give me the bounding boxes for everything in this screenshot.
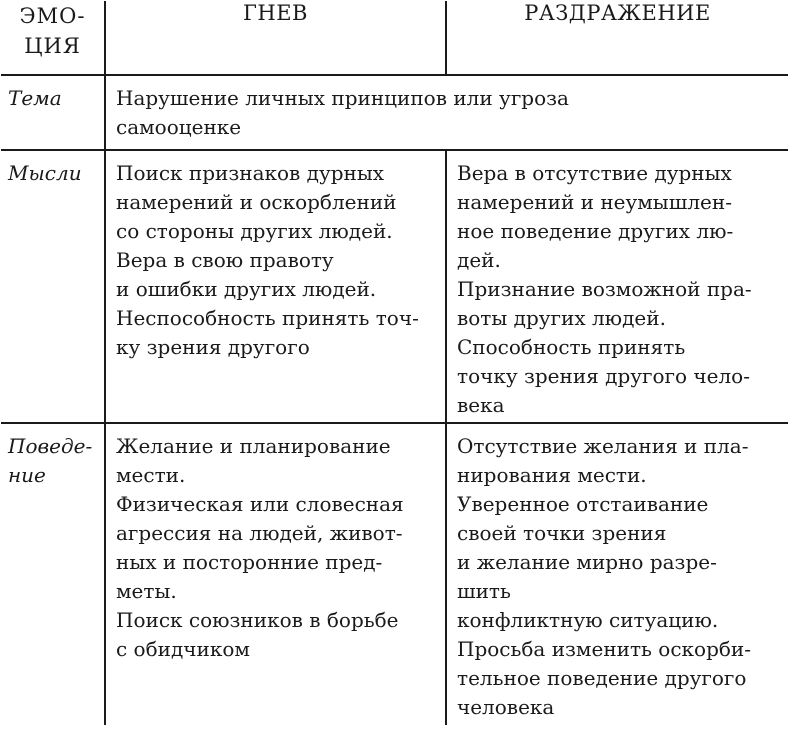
header-emotion-line: ЭМО-	[19, 4, 86, 28]
row-behavior	[1, 423, 788, 725]
row-label-thoughts	[1, 150, 105, 423]
row-label-line: Поведе-	[8, 434, 93, 458]
cell-line: нирования мести.	[457, 463, 647, 487]
header-irritation-cell: РАЗДРАЖЕНИЕ	[446, 1, 788, 75]
cell-line: Неспособность принять точ-	[116, 306, 419, 330]
cell-line: и желание мирно разре-	[457, 550, 717, 574]
cell-line: Уверенное отстаивание	[457, 492, 709, 516]
behavior-anger-cell	[105, 423, 446, 725]
cell-line: своей точки зрения	[457, 521, 667, 545]
cell-line: ку зрения другого	[116, 335, 310, 359]
cell-line: самооценке	[116, 115, 242, 139]
cell-line: шить	[457, 579, 511, 603]
thoughts-irritation-cell	[446, 150, 788, 423]
row-label-line: Тема	[8, 86, 62, 110]
cell-line: Поиск союзников в борьбе	[116, 608, 399, 632]
theme-merged-cell	[105, 75, 788, 150]
row-thoughts	[1, 150, 788, 423]
cell-line: века	[457, 393, 505, 417]
cell-line: меты.	[116, 579, 177, 603]
row-theme	[1, 75, 788, 150]
header-emotion-line: ЦИЯ	[24, 34, 81, 58]
cell-line: Вера в отсутствие дурных	[457, 161, 732, 185]
row-label-theme	[1, 75, 105, 150]
cell-line: Просьба изменить оскорби-	[457, 637, 752, 661]
cell-line: Признание возможной пра-	[457, 277, 752, 301]
cell-line: Нарушение личных принципов или угроза	[116, 86, 569, 110]
cell-line: Способность принять	[457, 335, 686, 359]
cell-line: и ошибки других людей.	[116, 277, 377, 301]
cell-line: конфликтную ситуацию.	[457, 608, 719, 632]
cell-line: ных и посторонние пред-	[116, 550, 383, 574]
header-anger-cell: ГНЕВ	[105, 1, 446, 75]
cell-line: намерений и неумышлен-	[457, 190, 732, 214]
cell-line: Поиск признаков дурных	[116, 161, 385, 185]
thoughts-anger-cell	[105, 150, 446, 423]
cell-line: человека	[457, 695, 555, 719]
row-label-line: ние	[8, 463, 46, 487]
cell-line: точку зрения другого чело-	[457, 364, 750, 388]
emotion-comparison-table	[1, 1, 788, 725]
cell-line: намерений и оскорблений	[116, 190, 397, 214]
cell-line: с обидчиком	[116, 637, 250, 661]
cell-line: мести.	[116, 463, 186, 487]
cell-line: тельное поведение другого	[457, 666, 747, 690]
row-label-line: Мысли	[8, 161, 82, 185]
behavior-irritation-cell	[446, 423, 788, 725]
row-label-behavior	[1, 423, 105, 725]
cell-line: воты других людей.	[457, 306, 666, 330]
cell-line: со стороны других людей.	[116, 219, 393, 243]
cell-line: ное поведение других лю-	[457, 219, 734, 243]
cell-line: Вера в свою правоту	[116, 248, 334, 272]
cell-line: агрессия на людей, живот-	[116, 521, 403, 545]
cell-line: Отсутствие желания и пла-	[457, 434, 749, 458]
header-row	[1, 1, 788, 75]
cell-line: Физическая или словесная	[116, 492, 404, 516]
cell-line: Желание и планирование	[116, 434, 391, 458]
cell-line: дей.	[457, 248, 501, 272]
header-emotion-cell	[1, 1, 105, 75]
